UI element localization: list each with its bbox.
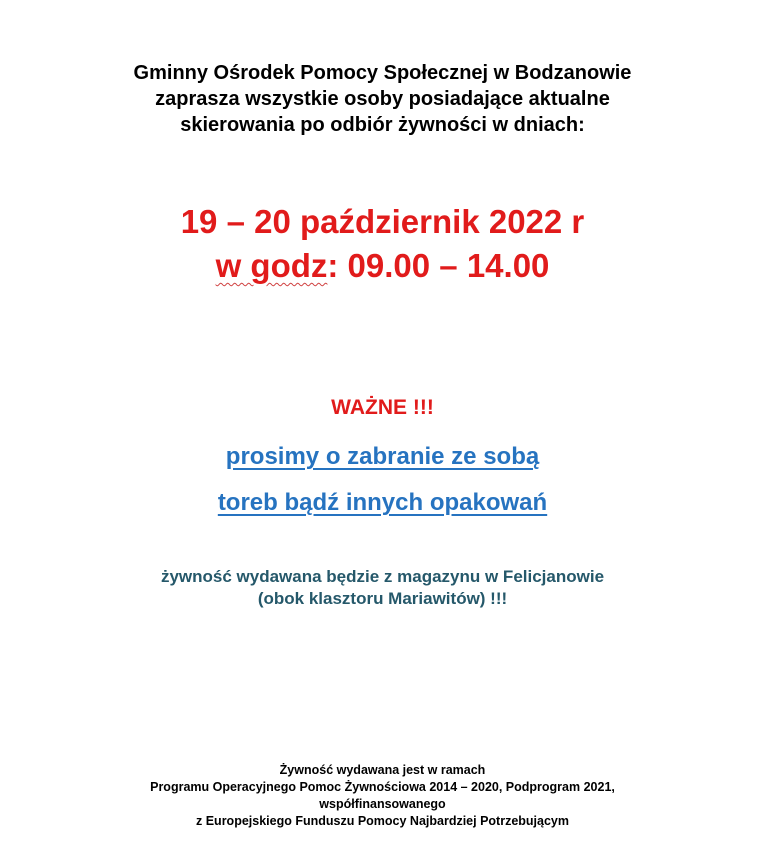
hours-prefix: w godz xyxy=(215,247,328,284)
hours-value: : 09.00 – 14.00 xyxy=(327,247,550,284)
hours-line xyxy=(0,244,765,288)
intro-line: skierowania po odbiór żywności w dniach: xyxy=(180,114,585,136)
request-line-2 xyxy=(0,488,765,518)
request-line-1 xyxy=(0,442,765,472)
request-text-packaging: toreb bądź innych opakowań xyxy=(217,489,548,516)
pickup-line: (obok klasztoru Mariawitów) !!! xyxy=(257,589,508,608)
pickup-line: żywność wydawana będzie z magazynu w Felicjanowie xyxy=(160,567,605,586)
intro-line: Gminny Ośrodek Pomocy Społecznej w Bodzanowie xyxy=(133,62,632,84)
important-heading: WAŻNE !!! xyxy=(331,396,434,419)
footer-line: z Europejskiego Funduszu Pomocy Najbardziej Potrzebującym xyxy=(196,814,569,828)
request-text-bags: prosimy o zabranie ze sobą xyxy=(225,443,540,470)
date-line: 19 – 20 październik 2022 r xyxy=(180,203,585,240)
distribution-dates xyxy=(0,200,765,288)
footer-line: Żywność wydawana jest w ramach xyxy=(279,763,486,777)
pickup-location xyxy=(0,566,765,610)
funding-footer xyxy=(0,762,765,830)
footer-line: współfinansowanego xyxy=(319,797,446,811)
intro-paragraph xyxy=(0,60,765,138)
footer-line: Programu Operacyjnego Pomoc Żywnościowa 2014 – 2020, Podprogram 2021, xyxy=(150,780,615,794)
intro-line: zaprasza wszystkie osoby posiadające aktualne xyxy=(155,88,610,110)
